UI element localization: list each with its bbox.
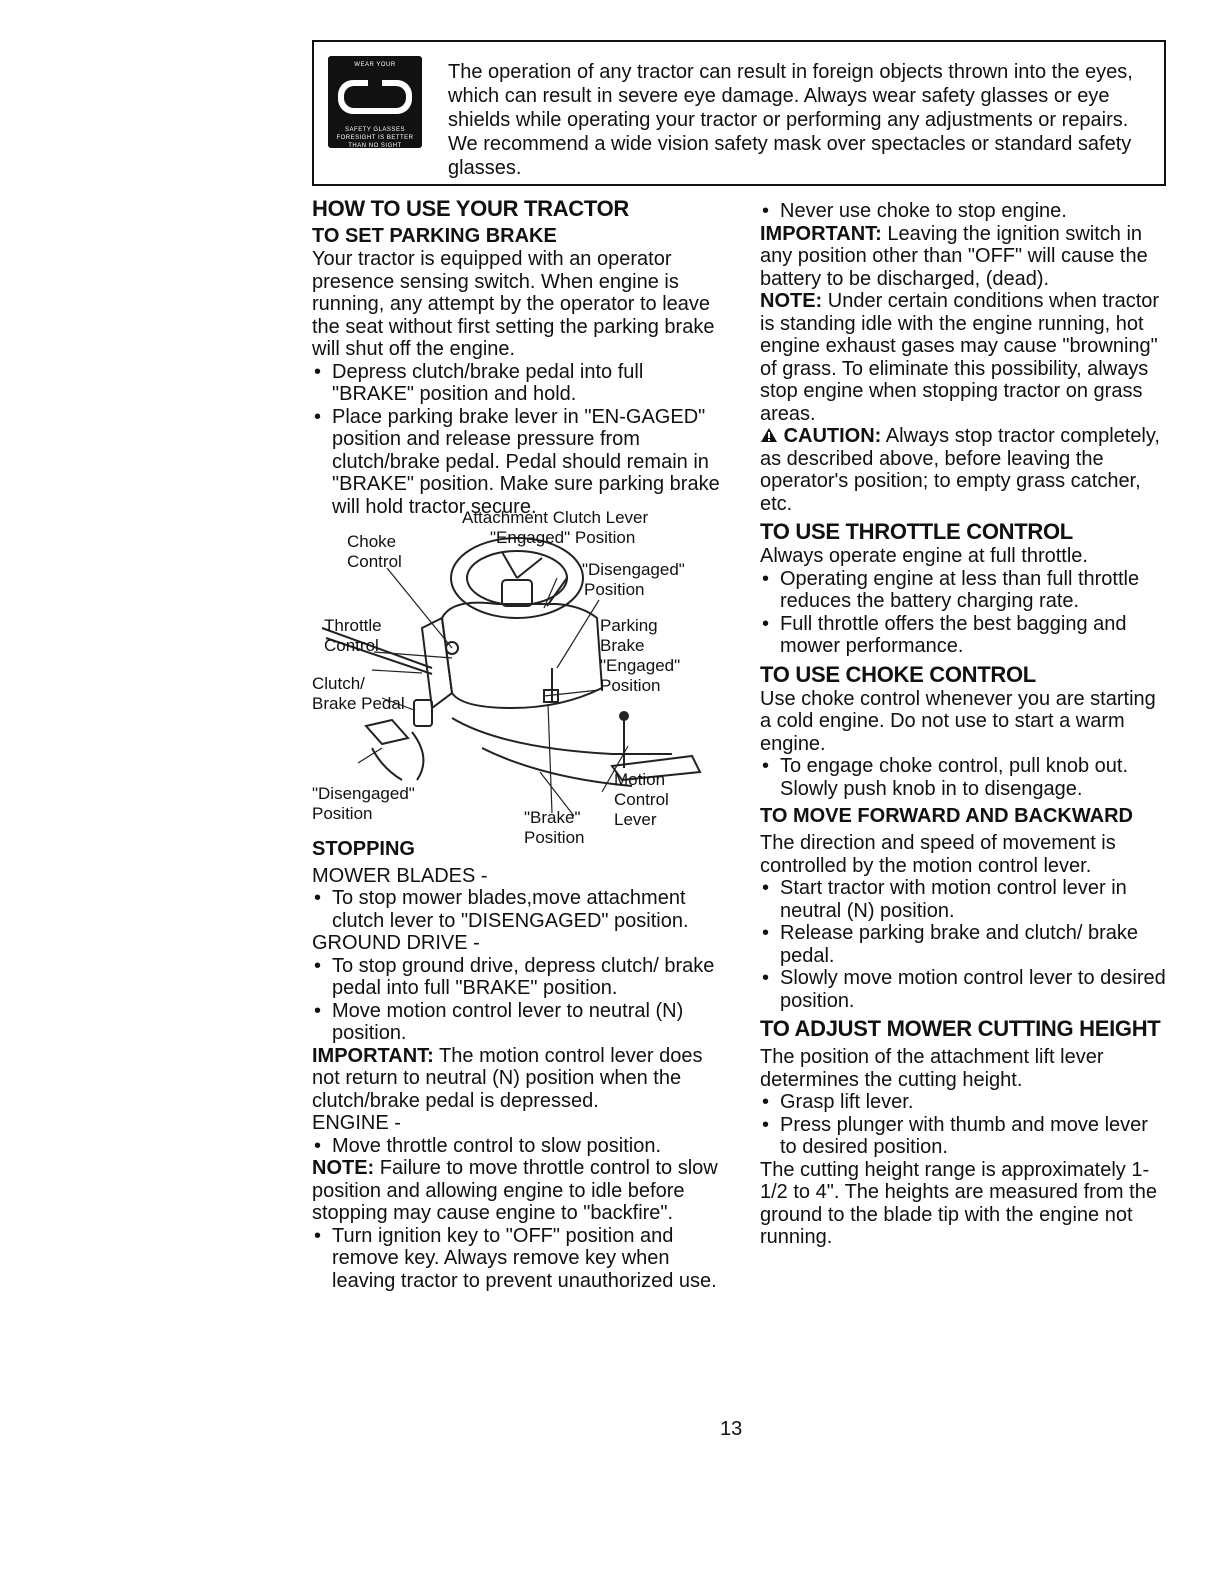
caution-icon — [760, 425, 784, 447]
list-item: • Move motion control lever to neutral (N) position. — [312, 1000, 722, 1045]
list-item: • Move throttle control to slow position. — [312, 1135, 722, 1158]
note-text: Failure to move throttle control to slow position and allowing engine to idle before stopping may cause engine to "backfire". — [312, 1157, 718, 1224]
choke-text: Use choke control whenever you are starting a cold engine. Do not use to start a warm engine. — [760, 687, 1156, 755]
adjust-heading: TO ADJUST MOWER CUTTING HEIGHT — [760, 1016, 1161, 1041]
choke-list — [760, 755, 1170, 800]
label-pedal-disengaged-position: Position — [312, 804, 373, 823]
important-label: IMPORTANT: — [760, 222, 882, 245]
label-brake-pedal: Brake Pedal — [312, 694, 405, 713]
label-disengaged-position: Position — [584, 580, 645, 599]
move-list — [760, 877, 1170, 1012]
safety-warning-box — [312, 40, 1166, 186]
note-text: Under certain conditions when tractor is standing idle with the engine running, hot engine exhaust gases may cause "browning" of grass. To eliminate this possibility, always stop engine when stopping tractor on grass areas. — [760, 290, 1160, 425]
label-attachment-clutch: Attachment Clutch Lever — [462, 508, 649, 527]
ground-drive-list — [312, 955, 722, 1045]
label-clutch: Clutch/ — [312, 674, 365, 693]
important-paragraph — [312, 1045, 722, 1113]
adjust-list — [760, 1091, 1170, 1159]
important-label: IMPORTANT: — [312, 1044, 434, 1067]
list-item: • To stop ground drive, depress clutch/ brake pedal into full "BRAKE" position. — [312, 955, 722, 1000]
caution-paragraph — [760, 425, 1170, 515]
note-label: NOTE: — [760, 290, 823, 312]
throttle-heading: TO USE THROTTLE CONTROL — [760, 519, 1073, 544]
caution-text: Always stop tractor completely, as described above, before leaving the operator's position; to empty grass catcher, etc. — [760, 425, 1160, 515]
ground-drive-subheading: GROUND DRIVE - — [312, 932, 480, 954]
engine-list — [312, 1135, 722, 1158]
icon-caption-bottom — [328, 126, 422, 150]
move-heading: TO MOVE FORWARD AND BACKWARD — [760, 805, 1133, 827]
note-paragraph — [760, 290, 1170, 425]
list-item: • Depress clutch/brake pedal into full "BRAKE" position and hold. — [312, 361, 722, 406]
list-item: • Start tractor with motion control lever in neutral (N) position. — [760, 877, 1170, 922]
note-label: NOTE: — [312, 1157, 375, 1179]
choke-warning-list — [760, 200, 1170, 223]
throttle-text: Always operate engine at full throttle. — [760, 545, 1088, 567]
warning-text: The operation of any tractor can result in foreign objects thrown into the eyes, which can result in severe eye damage. Always wear safety glasses or eye shields while operating your tractor or performing any adjustments or repairs. We recommend a wide vision safety mask over spectacles or standard safety glasses. — [448, 61, 1133, 179]
stopping-heading: STOPPING — [312, 838, 415, 860]
section-title: HOW TO USE YOUR TRACTOR — [312, 196, 630, 221]
label-parking-engaged: "Engaged" — [600, 656, 681, 675]
list-item: • To stop mower blades,move attachment clutch lever to "DISENGAGED" position. — [312, 887, 722, 932]
choke-heading: TO USE CHOKE CONTROL — [760, 661, 1036, 687]
list-item: • Never use choke to stop engine. — [760, 200, 1170, 223]
icon-caption-middle: SAFETY GLASSES — [345, 127, 405, 133]
note-paragraph — [312, 1157, 722, 1225]
list-item: • Full throttle offers the best bagging and mower performance. — [760, 613, 1170, 658]
important-text: The motion control lever does not return to neutral (N) position when the clutch/brake pedal is depressed. — [312, 1044, 703, 1112]
throttle-list — [760, 568, 1170, 658]
adjust-text: The position of the attachment lift lever determines the cutting height. — [760, 1046, 1104, 1091]
left-column — [312, 196, 722, 1292]
mower-blades-list — [312, 887, 722, 932]
list-item: • Place parking brake lever in "EN-GAGED" position and release pressure from clutch/brake pedal. Pedal should remain in "BRAKE" position. Make sure parking brake will hold tractor secure. — [312, 406, 722, 519]
adjust-text-2: The cutting height range is approximately 1-1/2 to 4". The heights are measured from the ground to the blade tip with the engine not running. — [760, 1158, 1157, 1248]
page-number: 13 — [720, 1418, 743, 1440]
list-item: • Operating engine at less than full throttle reduces the battery charging rate. — [760, 568, 1170, 613]
label-brake-pos: "Brake" — [524, 808, 581, 827]
icon-caption-slogan: FORESIGHT IS BETTER THAN NO SIGHT — [336, 135, 414, 149]
label-motion-lever: Lever — [614, 810, 657, 829]
list-item: • Grasp lift lever. — [760, 1091, 1170, 1114]
label-brake-position: Position — [524, 828, 585, 847]
label-parking: Parking — [600, 616, 658, 635]
caution-label: CAUTION: — [783, 425, 882, 447]
label-engaged-position: "Engaged" Position — [490, 528, 636, 547]
right-column — [760, 196, 1170, 1249]
parking-brake-list — [312, 361, 722, 519]
list-item: • Release parking brake and clutch/ brake pedal. — [760, 922, 1170, 967]
label-parking-brake: Brake — [600, 636, 645, 655]
label-motion-control: Control — [614, 790, 669, 809]
important-paragraph — [760, 223, 1170, 291]
mower-blades-subheading: MOWER BLADES - — [312, 864, 488, 887]
label-throttle: Throttle — [324, 616, 382, 635]
tractor-controls-figure — [312, 508, 722, 848]
engine-subheading: ENGINE - — [312, 1112, 401, 1134]
goggles-icon — [336, 74, 414, 120]
parking-brake-text: Your tractor is equipped with an operator presence sensing switch. When engine is running, any attempt by the operator to leave the seat without first setting the parking brake will shut off the engine. — [312, 248, 715, 360]
label-throttle-control: Control — [324, 636, 379, 655]
label-pedal-disengaged: "Disengaged" — [312, 784, 415, 803]
safety-glasses-icon — [328, 56, 422, 148]
list-item: • Slowly move motion control lever to desired position. — [760, 967, 1170, 1012]
move-text: The direction and speed of movement is controlled by the motion control lever. — [760, 832, 1116, 877]
ignition-list — [312, 1225, 722, 1293]
important-text: Leaving the ignition switch in any position other than "OFF" will cause the battery to be discharged, (dead). — [760, 222, 1148, 290]
label-choke-control: Control — [347, 552, 402, 571]
parking-brake-heading: TO SET PARKING BRAKE — [312, 225, 557, 247]
list-item: • To engage choke control, pull knob out. Slowly push knob in to disengage. — [760, 755, 1170, 800]
icon-caption-top: WEAR YOUR — [354, 62, 396, 68]
list-item: • Press plunger with thumb and move lever to desired position. — [760, 1114, 1170, 1159]
label-choke: Choke — [347, 532, 397, 551]
label-disengaged: "Disengaged" — [582, 560, 685, 579]
list-item: • Turn ignition key to "OFF" position and remove key. Always remove key when leaving tractor to prevent unauthorized use. — [312, 1225, 722, 1293]
label-motion: Motion — [614, 770, 666, 789]
label-parking-position: Position — [600, 676, 661, 695]
